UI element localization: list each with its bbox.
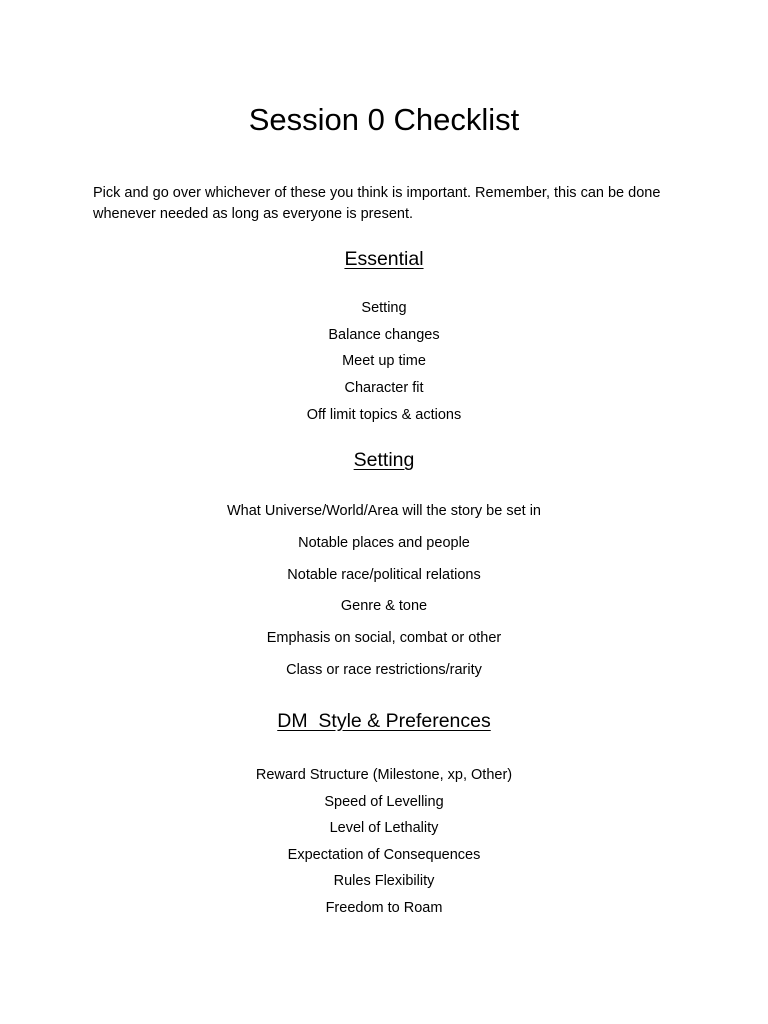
- list-item: Emphasis on social, combat or other: [266, 630, 502, 647]
- setting-list: [0, 496, 768, 687]
- section-heading-setting: Setting: [353, 449, 415, 471]
- list-item: Reward Structure (Milestone, xp, Other): [255, 767, 513, 783]
- list-item: Meet up time: [342, 353, 426, 370]
- page-title: Session 0 Checklist: [248, 102, 520, 137]
- list-item: Notable places and people: [298, 534, 470, 551]
- dm-style-list: [0, 762, 768, 922]
- list-item: What Universe/World/Area will the story be set in: [226, 503, 541, 519]
- list-item: Freedom to Roam: [325, 899, 443, 916]
- list-item: Level of Lethality: [329, 820, 439, 837]
- list-item: Speed of Levelling: [324, 793, 444, 810]
- list-item: Off limit topics & actions: [306, 406, 462, 423]
- list-item: Character fit: [344, 380, 424, 397]
- list-item: Expectation of Consequences: [287, 846, 481, 863]
- essential-list: [0, 295, 768, 429]
- list-item: Class or race restrictions/rarity: [286, 661, 482, 678]
- section-heading-essential: Essential: [344, 248, 424, 270]
- intro-paragraph: Pick and go over whichever of these you think is important. Remember, this can be done whenever needed as long as everyone is present.: [93, 185, 661, 222]
- list-item: Setting: [361, 300, 407, 316]
- list-item: Rules Flexibility: [333, 873, 435, 890]
- list-item: Notable race/political relations: [287, 566, 481, 583]
- section-heading-dm-style: DM Style & Preferences: [277, 710, 491, 732]
- list-item: Genre & tone: [340, 598, 428, 615]
- list-item: Balance changes: [328, 326, 440, 343]
